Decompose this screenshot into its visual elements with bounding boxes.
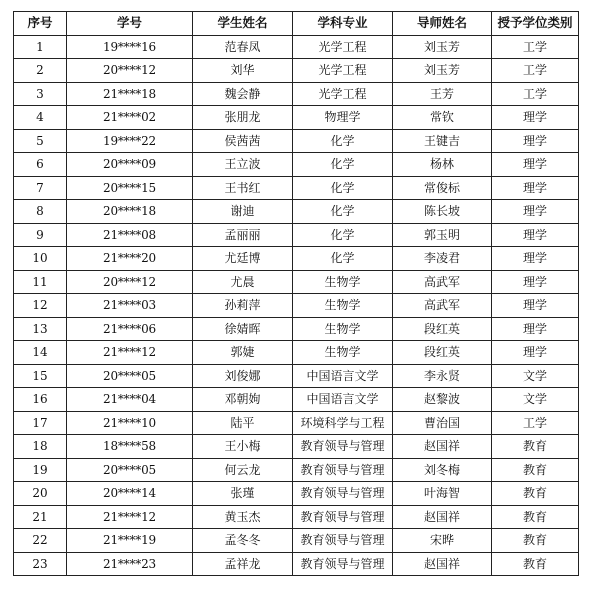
student-id-cell: 20****12 bbox=[67, 59, 193, 83]
discipline-cell: 中国语言文学 bbox=[293, 364, 393, 388]
student-name-cell: 邓朝姁 bbox=[193, 388, 293, 412]
supervisor-name-cell: 高武军 bbox=[393, 270, 492, 294]
serial-number-cell: 12 bbox=[14, 294, 67, 318]
student-name-cell: 尤晨 bbox=[193, 270, 293, 294]
supervisor-name-cell: 李永贤 bbox=[393, 364, 492, 388]
student-id-cell: 21****08 bbox=[67, 223, 193, 247]
discipline-cell: 化学 bbox=[293, 223, 393, 247]
student-name-cell: 孟丽丽 bbox=[193, 223, 293, 247]
degree-category-cell: 教育 bbox=[492, 458, 579, 482]
table-row bbox=[14, 505, 579, 529]
supervisor-name-cell: 曹治国 bbox=[393, 411, 492, 435]
supervisor-name-cell: 王键吉 bbox=[393, 129, 492, 153]
degree-category-cell: 理学 bbox=[492, 129, 579, 153]
supervisor-name-cell: 郭玉明 bbox=[393, 223, 492, 247]
discipline-cell: 化学 bbox=[293, 153, 393, 177]
degree-category-cell: 教育 bbox=[492, 529, 579, 553]
discipline-cell: 化学 bbox=[293, 176, 393, 200]
discipline-cell: 教育领导与管理 bbox=[293, 482, 393, 506]
student-id-cell: 21****12 bbox=[67, 505, 193, 529]
supervisor-name-cell: 刘玉芳 bbox=[393, 35, 492, 59]
supervisor-name-cell: 杨林 bbox=[393, 153, 492, 177]
student-id-cell: 21****19 bbox=[67, 529, 193, 553]
supervisor-name-cell: 叶海智 bbox=[393, 482, 492, 506]
table-row bbox=[14, 270, 579, 294]
degree-category-cell: 工学 bbox=[492, 411, 579, 435]
degree-category-cell: 教育 bbox=[492, 505, 579, 529]
serial-number-cell: 10 bbox=[14, 247, 67, 271]
serial-number-cell: 20 bbox=[14, 482, 67, 506]
table-row bbox=[14, 129, 579, 153]
student-id-cell: 21****02 bbox=[67, 106, 193, 130]
serial-number-cell: 5 bbox=[14, 129, 67, 153]
student-id-cell: 18****58 bbox=[67, 435, 193, 459]
supervisor-name-cell: 高武军 bbox=[393, 294, 492, 318]
degree-category-cell: 教育 bbox=[492, 552, 579, 576]
student-name-cell: 范春凤 bbox=[193, 35, 293, 59]
discipline-cell: 生物学 bbox=[293, 270, 393, 294]
serial-number-cell: 11 bbox=[14, 270, 67, 294]
table-row bbox=[14, 317, 579, 341]
student-name-cell: 黄玉杰 bbox=[193, 505, 293, 529]
table-row bbox=[14, 59, 579, 83]
header-supervisor-name: 导师姓名 bbox=[393, 12, 492, 36]
student-id-cell: 20****05 bbox=[67, 364, 193, 388]
degree-category-cell: 理学 bbox=[492, 247, 579, 271]
table-row bbox=[14, 176, 579, 200]
supervisor-name-cell: 段红英 bbox=[393, 317, 492, 341]
degree-category-cell: 文学 bbox=[492, 388, 579, 412]
table-row bbox=[14, 435, 579, 459]
degree-category-cell: 理学 bbox=[492, 106, 579, 130]
table-row bbox=[14, 482, 579, 506]
supervisor-name-cell: 刘冬梅 bbox=[393, 458, 492, 482]
student-id-cell: 21****20 bbox=[67, 247, 193, 271]
serial-number-cell: 17 bbox=[14, 411, 67, 435]
table-row bbox=[14, 388, 579, 412]
discipline-cell: 教育领导与管理 bbox=[293, 505, 393, 529]
discipline-cell: 中国语言文学 bbox=[293, 388, 393, 412]
discipline-cell: 物理学 bbox=[293, 106, 393, 130]
table-row bbox=[14, 411, 579, 435]
table-row bbox=[14, 82, 579, 106]
student-name-cell: 孟祥龙 bbox=[193, 552, 293, 576]
table-row bbox=[14, 153, 579, 177]
student-id-cell: 21****04 bbox=[67, 388, 193, 412]
serial-number-cell: 2 bbox=[14, 59, 67, 83]
serial-number-cell: 4 bbox=[14, 106, 67, 130]
student-name-cell: 何云龙 bbox=[193, 458, 293, 482]
serial-number-cell: 22 bbox=[14, 529, 67, 553]
student-id-cell: 20****09 bbox=[67, 153, 193, 177]
supervisor-name-cell: 李凌君 bbox=[393, 247, 492, 271]
student-id-cell: 21****10 bbox=[67, 411, 193, 435]
student-id-cell: 21****23 bbox=[67, 552, 193, 576]
degree-category-cell: 理学 bbox=[492, 270, 579, 294]
serial-number-cell: 3 bbox=[14, 82, 67, 106]
discipline-cell: 教育领导与管理 bbox=[293, 458, 393, 482]
student-id-cell: 20****15 bbox=[67, 176, 193, 200]
student-name-cell: 王小梅 bbox=[193, 435, 293, 459]
table-row bbox=[14, 294, 579, 318]
discipline-cell: 光学工程 bbox=[293, 59, 393, 83]
student-id-cell: 20****14 bbox=[67, 482, 193, 506]
student-id-cell: 21****03 bbox=[67, 294, 193, 318]
student-name-cell: 尤廷博 bbox=[193, 247, 293, 271]
supervisor-name-cell: 段红英 bbox=[393, 341, 492, 365]
supervisor-name-cell: 赵国祥 bbox=[393, 435, 492, 459]
student-name-cell: 孟冬冬 bbox=[193, 529, 293, 553]
table-row bbox=[14, 223, 579, 247]
table-row bbox=[14, 200, 579, 224]
student-id-cell: 21****18 bbox=[67, 82, 193, 106]
student-id-cell: 19****22 bbox=[67, 129, 193, 153]
supervisor-name-cell: 常钦 bbox=[393, 106, 492, 130]
student-name-cell: 刘俊娜 bbox=[193, 364, 293, 388]
serial-number-cell: 21 bbox=[14, 505, 67, 529]
student-name-cell: 刘华 bbox=[193, 59, 293, 83]
supervisor-name-cell: 赵国祥 bbox=[393, 505, 492, 529]
degree-category-cell: 理学 bbox=[492, 341, 579, 365]
student-name-cell: 郭婕 bbox=[193, 341, 293, 365]
serial-number-cell: 7 bbox=[14, 176, 67, 200]
supervisor-name-cell: 刘玉芳 bbox=[393, 59, 492, 83]
discipline-cell: 教育领导与管理 bbox=[293, 529, 393, 553]
student-name-cell: 张瑾 bbox=[193, 482, 293, 506]
student-id-cell: 21****12 bbox=[67, 341, 193, 365]
header-student-name: 学生姓名 bbox=[193, 12, 293, 36]
student-id-cell: 19****16 bbox=[67, 35, 193, 59]
table-row bbox=[14, 552, 579, 576]
degree-category-cell: 教育 bbox=[492, 435, 579, 459]
serial-number-cell: 19 bbox=[14, 458, 67, 482]
header-discipline: 学科专业 bbox=[293, 12, 393, 36]
student-name-cell: 徐婧晖 bbox=[193, 317, 293, 341]
degree-category-cell: 教育 bbox=[492, 482, 579, 506]
table-row bbox=[14, 529, 579, 553]
degree-category-cell: 理学 bbox=[492, 176, 579, 200]
student-name-cell: 张朋龙 bbox=[193, 106, 293, 130]
supervisor-name-cell: 宋晔 bbox=[393, 529, 492, 553]
table-row bbox=[14, 364, 579, 388]
table-row bbox=[14, 247, 579, 271]
serial-number-cell: 14 bbox=[14, 341, 67, 365]
discipline-cell: 生物学 bbox=[293, 317, 393, 341]
discipline-cell: 生物学 bbox=[293, 341, 393, 365]
table-body bbox=[14, 35, 579, 576]
serial-number-cell: 18 bbox=[14, 435, 67, 459]
student-name-cell: 陆平 bbox=[193, 411, 293, 435]
discipline-cell: 教育领导与管理 bbox=[293, 552, 393, 576]
student-id-cell: 20****18 bbox=[67, 200, 193, 224]
serial-number-cell: 23 bbox=[14, 552, 67, 576]
table-row bbox=[14, 35, 579, 59]
degree-category-cell: 文学 bbox=[492, 364, 579, 388]
table-row bbox=[14, 458, 579, 482]
degree-category-cell: 理学 bbox=[492, 294, 579, 318]
discipline-cell: 化学 bbox=[293, 200, 393, 224]
discipline-cell: 光学工程 bbox=[293, 82, 393, 106]
supervisor-name-cell: 陈长坡 bbox=[393, 200, 492, 224]
supervisor-name-cell: 王芳 bbox=[393, 82, 492, 106]
header-degree-category: 授予学位类别 bbox=[492, 12, 579, 36]
student-name-cell: 魏会静 bbox=[193, 82, 293, 106]
student-id-cell: 20****12 bbox=[67, 270, 193, 294]
supervisor-name-cell: 赵国祥 bbox=[393, 552, 492, 576]
degree-list-document bbox=[13, 11, 579, 576]
degree-category-cell: 理学 bbox=[492, 200, 579, 224]
discipline-cell: 教育领导与管理 bbox=[293, 435, 393, 459]
degree-category-cell: 理学 bbox=[492, 153, 579, 177]
degree-category-cell: 理学 bbox=[492, 317, 579, 341]
serial-number-cell: 9 bbox=[14, 223, 67, 247]
student-name-cell: 侯茜茜 bbox=[193, 129, 293, 153]
header-serial-number: 序号 bbox=[14, 12, 67, 36]
serial-number-cell: 1 bbox=[14, 35, 67, 59]
discipline-cell: 生物学 bbox=[293, 294, 393, 318]
degree-category-cell: 工学 bbox=[492, 82, 579, 106]
degree-category-cell: 工学 bbox=[492, 35, 579, 59]
degree-category-cell: 工学 bbox=[492, 59, 579, 83]
student-name-cell: 谢迪 bbox=[193, 200, 293, 224]
discipline-cell: 光学工程 bbox=[293, 35, 393, 59]
serial-number-cell: 16 bbox=[14, 388, 67, 412]
supervisor-name-cell: 赵黎波 bbox=[393, 388, 492, 412]
degree-recipients-table bbox=[13, 11, 579, 576]
table-header-row bbox=[14, 12, 579, 36]
header-student-id: 学号 bbox=[67, 12, 193, 36]
supervisor-name-cell: 常俊标 bbox=[393, 176, 492, 200]
table-row bbox=[14, 341, 579, 365]
serial-number-cell: 8 bbox=[14, 200, 67, 224]
student-name-cell: 孙莉萍 bbox=[193, 294, 293, 318]
degree-category-cell: 理学 bbox=[492, 223, 579, 247]
discipline-cell: 环境科学与工程 bbox=[293, 411, 393, 435]
discipline-cell: 化学 bbox=[293, 129, 393, 153]
serial-number-cell: 6 bbox=[14, 153, 67, 177]
student-id-cell: 20****05 bbox=[67, 458, 193, 482]
table-row bbox=[14, 106, 579, 130]
serial-number-cell: 15 bbox=[14, 364, 67, 388]
student-name-cell: 王立波 bbox=[193, 153, 293, 177]
discipline-cell: 化学 bbox=[293, 247, 393, 271]
serial-number-cell: 13 bbox=[14, 317, 67, 341]
student-id-cell: 21****06 bbox=[67, 317, 193, 341]
student-name-cell: 王书红 bbox=[193, 176, 293, 200]
